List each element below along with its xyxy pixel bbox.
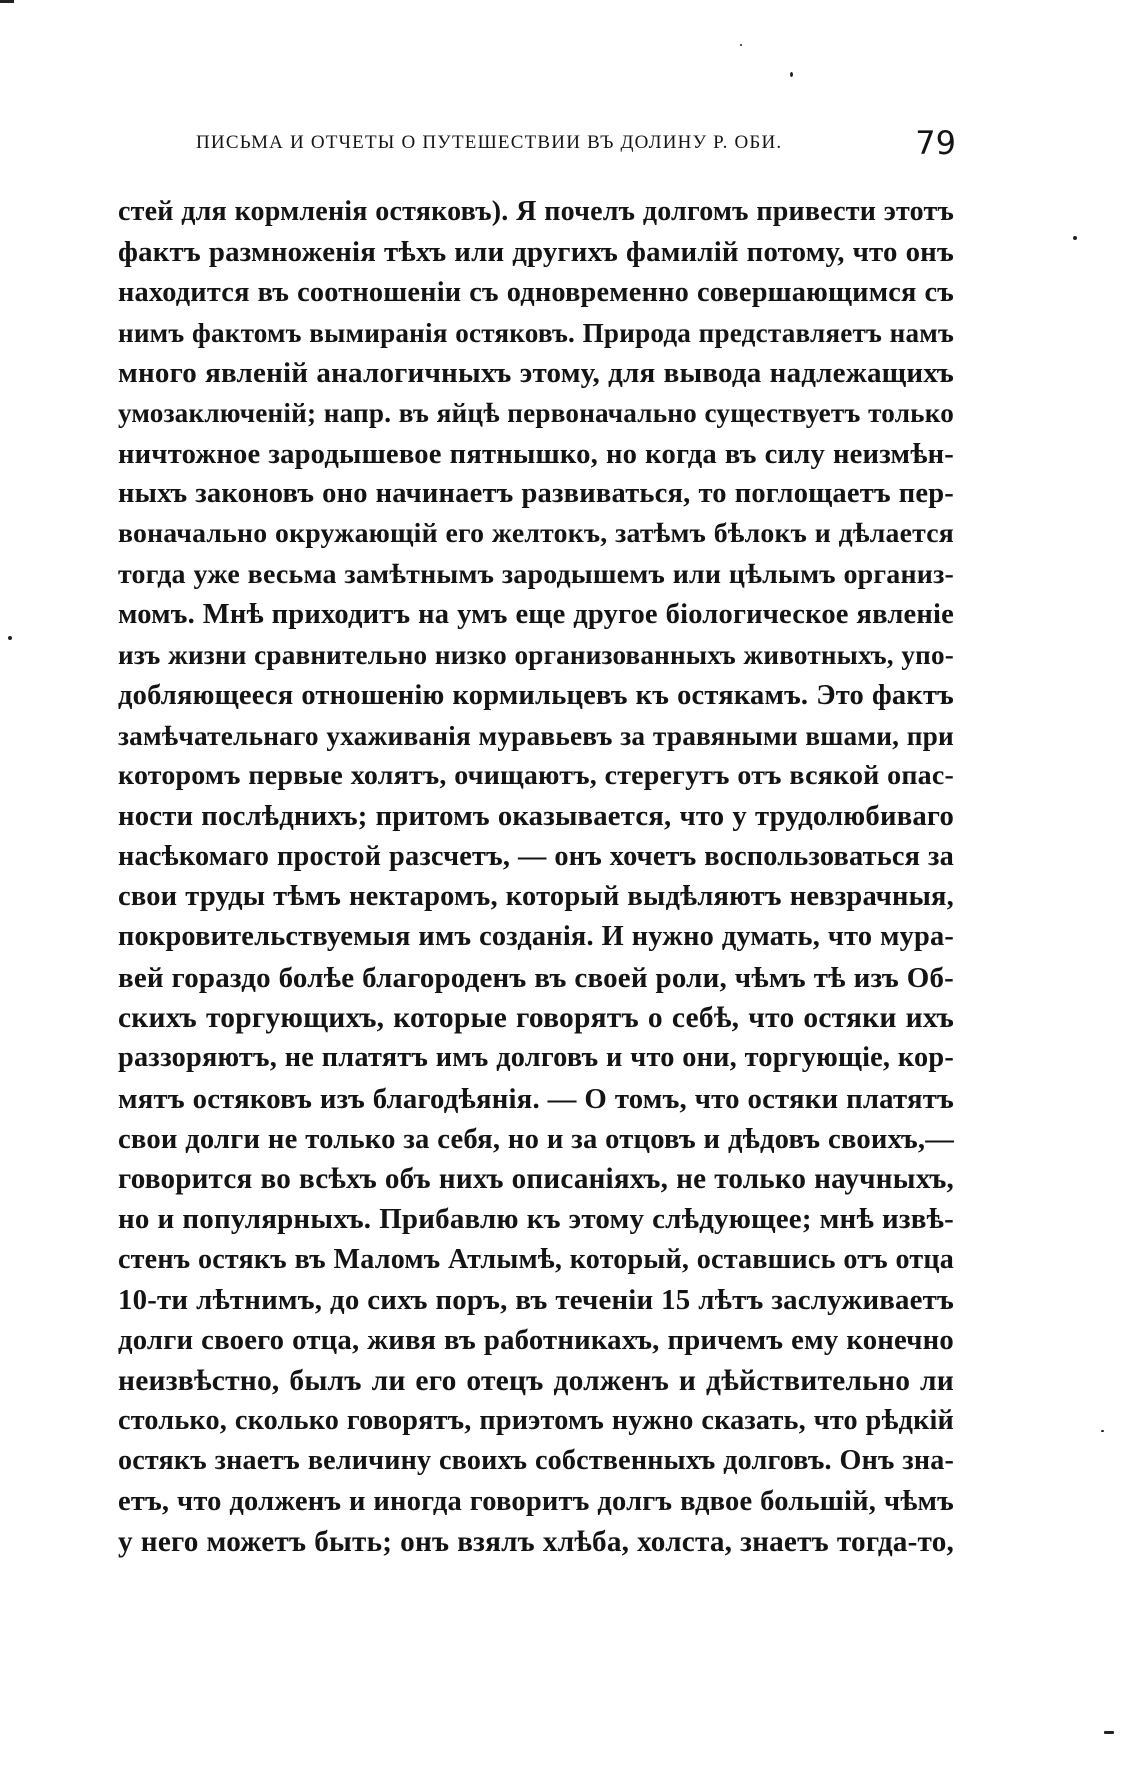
page-header [196,124,956,168]
running-head: ПИСЬМА И ОТЧЕТЫ О ПУТЕШЕСТВИИ ВЪ ДОЛИНУ Р. ОБИ. [196,132,783,153]
body-text [118,192,954,1562]
text-line: долги своего отца, живя въ работникахъ, причемъ ему конечно [118,1324,954,1357]
page-number: 79 [915,124,956,162]
text-line: свои долги не только за себя, но и за отцовъ и дѣдовъ своихъ,— [118,1122,954,1155]
text-line: много явленій аналогичныхъ этому, для вывода надлежащихъ [118,357,954,390]
text-line: вей гораздо болѣе благороденъ въ своей роли, чѣмъ тѣ изъ Об- [118,961,954,994]
scan-speck [790,72,793,77]
text-line: воначально окружающій его желтокъ, затѣмъ бѣлокъ и дѣлается [118,518,954,550]
text-line: момъ. Мнѣ приходитъ на умъ еще другое біологическое явленіе [118,598,954,630]
scan-speck [1073,236,1077,240]
text-line: насѣкомаго простой разсчетъ, — онъ хочетъ воспользоваться за [118,840,954,872]
text-line: мятъ остяковъ изъ благодѣянія. — О томъ, что остяки платятъ [118,1082,954,1115]
text-line: тогда уже весьма замѣтнымъ зародышемъ или цѣлымъ организ- [118,558,954,590]
text-line: ности послѣднихъ; притомъ оказывается, что у трудолюбиваго [118,800,954,833]
text-line: но и популярныхъ. Прибавлю къ этому слѣдующее; мнѣ извѣ- [118,1203,954,1236]
text-line: которомъ первые холятъ, очищаютъ, стерегутъ отъ всякой опас- [118,760,954,792]
text-line: умозаключеній; напр. въ яйцѣ первоначально существуетъ только [118,398,954,429]
scan-speck [740,44,742,46]
text-line: 10-ти лѣтнимъ, до сихъ поръ, въ теченіи 15 лѣтъ заслуживаетъ [118,1284,954,1317]
text-line: стенъ остякъ въ Маломъ Атлымѣ, который, оставшись отъ отца [118,1243,954,1275]
text-line: скихъ торгующихъ, которые говорятъ о себѣ, что остяки ихъ [118,1001,954,1034]
scan-speck [1101,1430,1104,1432]
text-line: изъ жизни сравнительно низко организованныхъ животныхъ, упо- [118,640,954,671]
text-line: добляющееся отношенію кормильцевъ къ остякамъ. Это фактъ [118,679,954,711]
text-line: свои труды тѣмъ нектаромъ, который выдѣляютъ невзрачныя, [118,881,954,913]
text-line: нимъ фактомъ вымиранія остяковъ. Природа представляетъ намъ [118,317,954,348]
text-line: остякъ знаетъ величину своихъ собственныхъ долговъ. Онъ зна- [118,1445,954,1477]
text-line: столько, сколько говорятъ, приэтомъ нужно сказать, что рѣдкій [118,1404,954,1436]
text-line: фактъ размноженія тѣхъ или другихъ фамилій потому, что онъ [118,236,954,269]
text-line: ныхъ законовъ оно начинаетъ развиваться, то поглощаетъ пер- [118,478,954,510]
text-line: говорится во всѣхъ объ нихъ описаніяхъ, не только научныхъ, [118,1163,954,1196]
text-line: раззоряютъ, не платятъ имъ долговъ и что они, торгующіе, кор- [118,1042,954,1074]
text-line: покровительствуемыя имъ созданія. И нужно думать, что мура- [118,921,954,953]
scan-speck [8,636,12,640]
text-line: находится въ соотношеніи съ одновременно совершающимся съ [118,276,954,308]
text-line: у него можетъ быть; онъ взялъ хлѣба, холста, знаетъ тогда-то, [118,1525,954,1558]
text-line: етъ, что долженъ и иногда говоритъ долгъ вдвое большій, чѣмъ [118,1485,954,1517]
text-line: неизвѣстно, былъ ли его отецъ долженъ и дѣйствительно ли [118,1364,954,1397]
text-line: стей для кормленія остяковъ). Я почелъ долгомъ привести этотъ [118,196,954,227]
text-line: замѣчательнаго ухаживанія муравьевъ за травяными вшами, при [118,720,954,751]
scan-speck [1104,1731,1114,1734]
scan-speck [0,0,14,3]
text-line: ничтожное зародышевое пятнышко, но когда въ силу неизмѣн- [118,437,954,470]
